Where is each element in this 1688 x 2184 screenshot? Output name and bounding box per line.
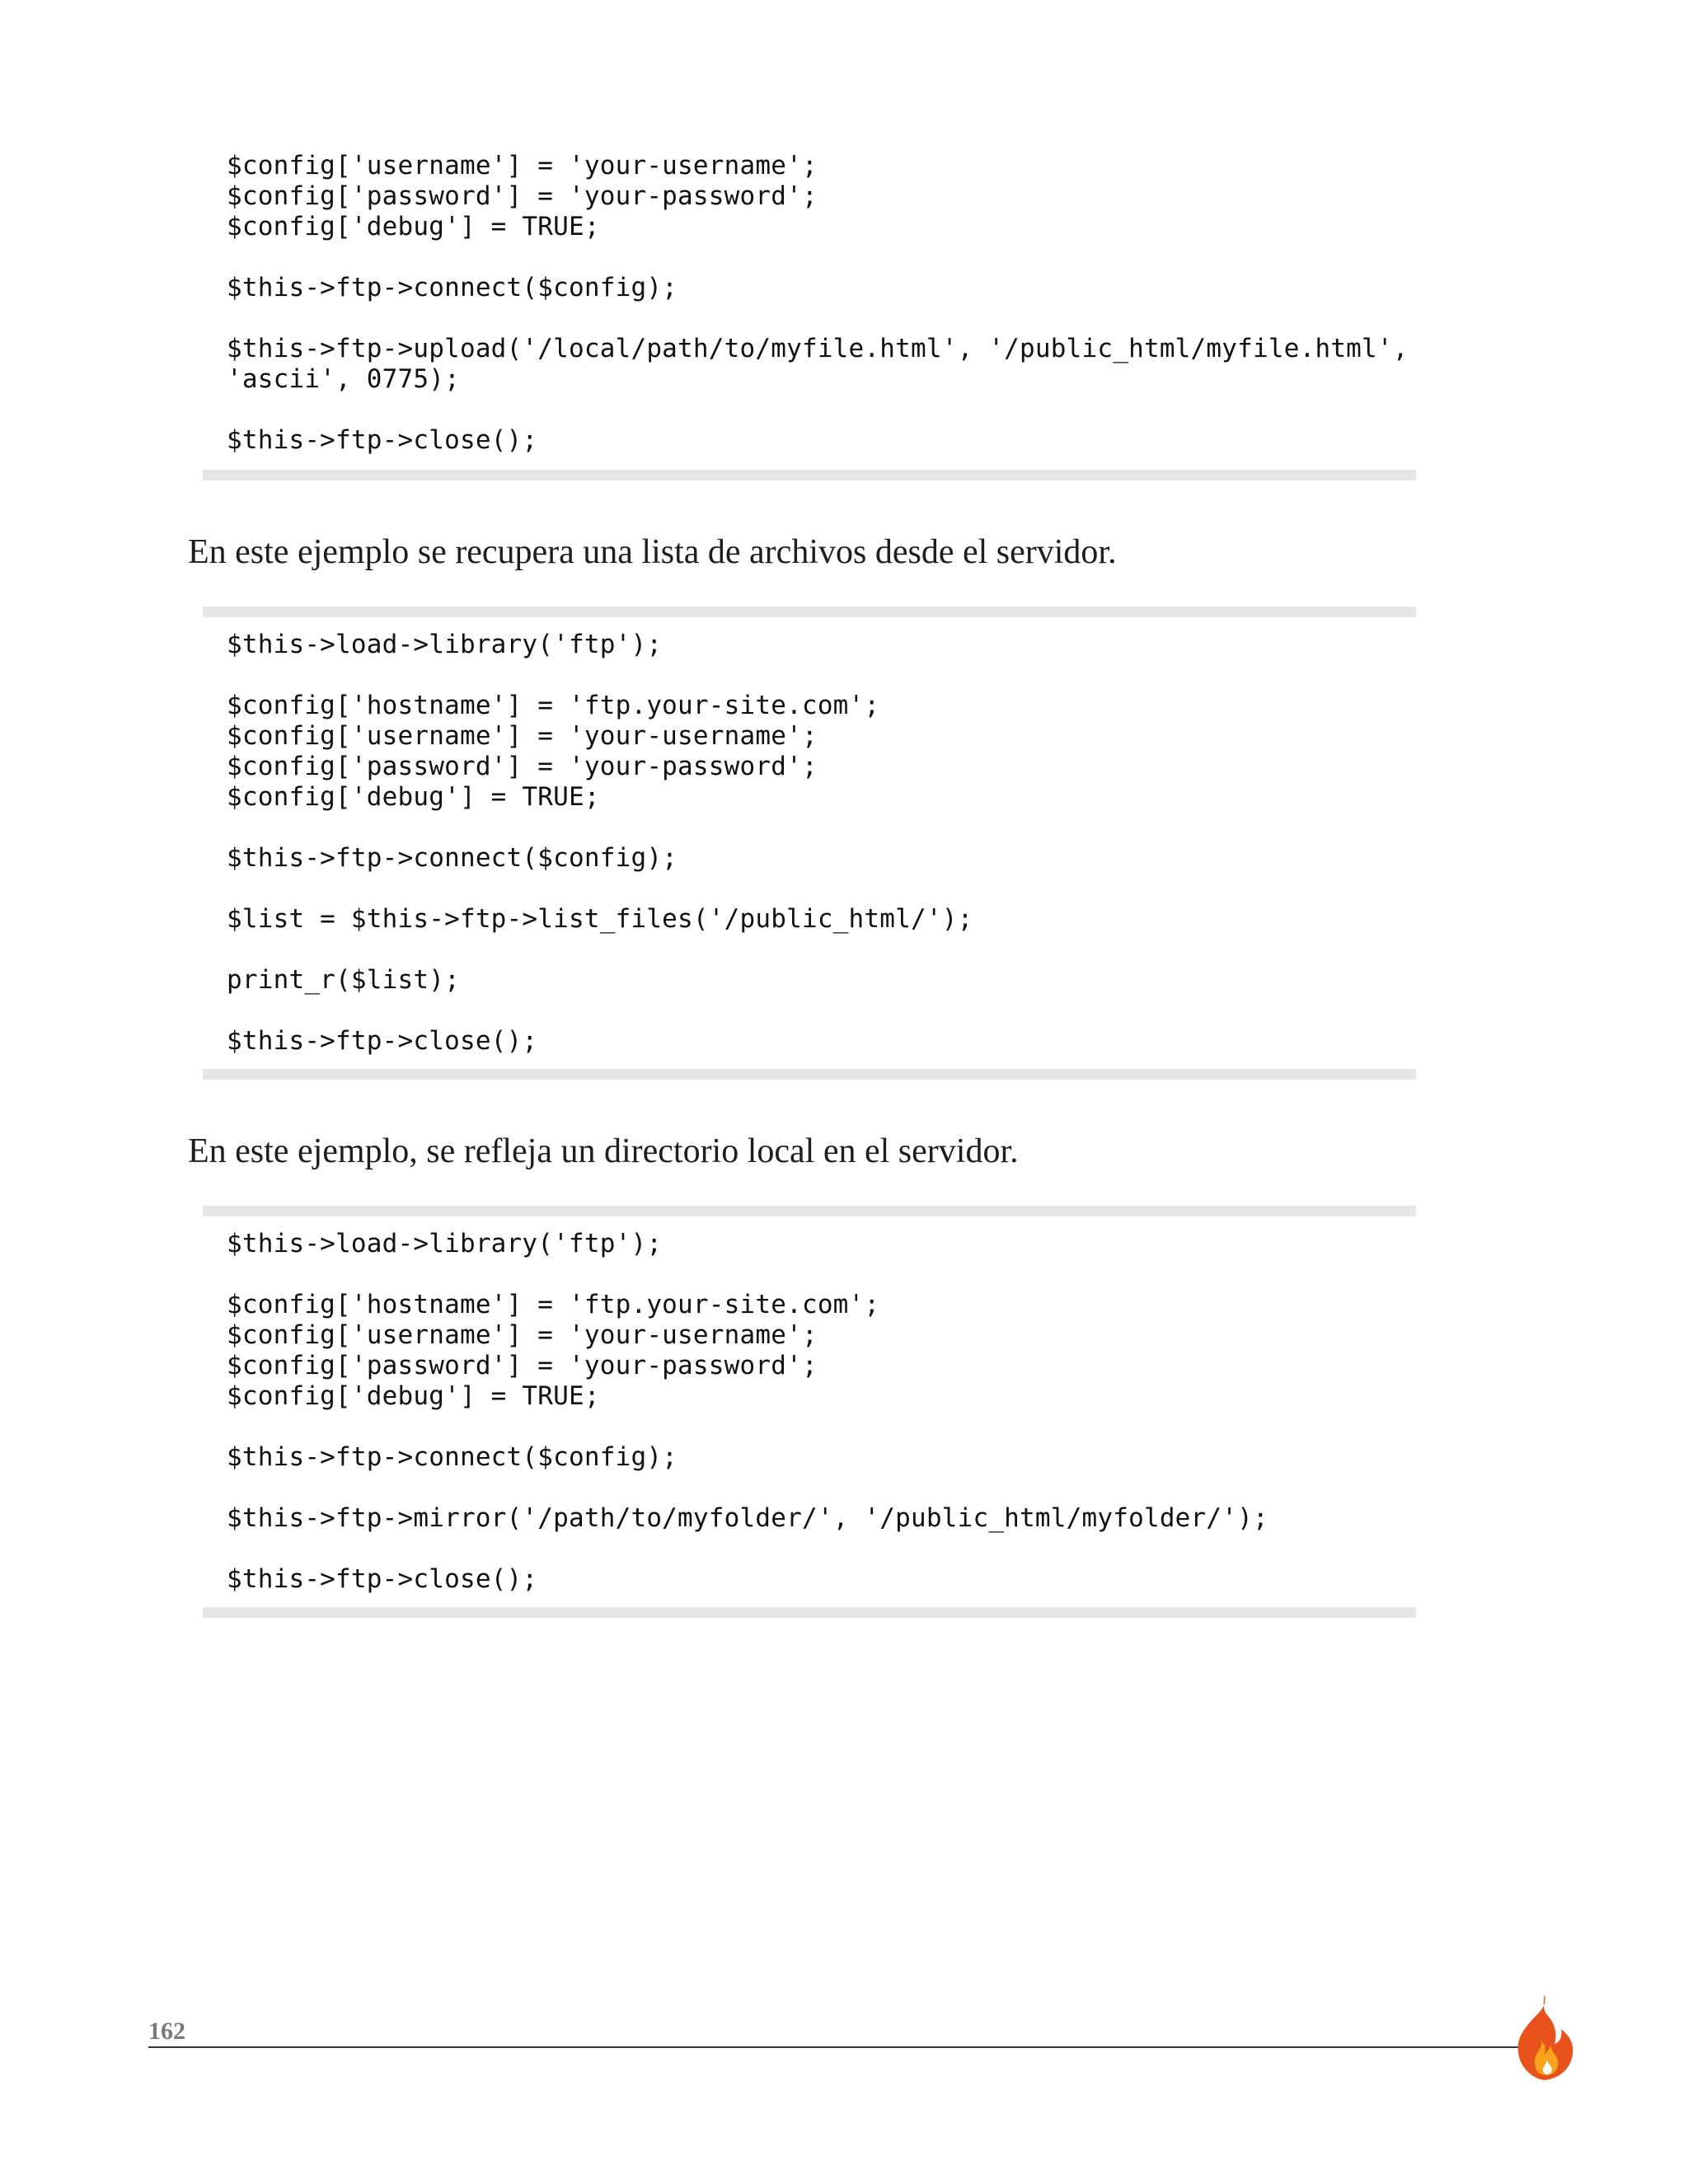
- code-line: $this->ftp->mirror('/path/to/myfolder/', '/public_html/myfolder/');: [227, 1503, 1268, 1533]
- code-block-bottom-rule: [203, 470, 1416, 480]
- page-number: 162: [148, 2018, 185, 2045]
- code-block-bottom-rule: [203, 1607, 1416, 1618]
- code-block-1: [227, 151, 1409, 456]
- code-block-top-rule: [203, 1206, 1416, 1216]
- code-line: [227, 1412, 1268, 1442]
- code-block-2: [227, 630, 973, 1057]
- code-line: $config['hostname'] = 'ftp.your-site.com';: [227, 1290, 880, 1319]
- code-line: $config['password'] = 'your-password';: [227, 181, 818, 211]
- code-line: $config['debug'] = TRUE;: [227, 1381, 600, 1411]
- code-line: 'ascii', 0775);: [227, 364, 460, 394]
- code-line: $this->ftp->close();: [227, 1026, 538, 1056]
- code-line: print_r($list);: [227, 965, 460, 995]
- footer-rule: [148, 2046, 1521, 2048]
- code-line: [227, 303, 1409, 334]
- code-line: $this->ftp->close();: [227, 1564, 538, 1594]
- code-line: $this->load->library('ftp');: [227, 1229, 663, 1258]
- code-line: $this->load->library('ftp');: [227, 630, 663, 659]
- code-block-top-rule: [203, 607, 1416, 617]
- code-line: [227, 395, 1409, 425]
- codeigniter-flame-logo-icon: [1505, 1993, 1584, 2082]
- code-line: $config['debug'] = TRUE;: [227, 782, 600, 812]
- code-line: $config['hostname'] = 'ftp.your-site.com';: [227, 691, 880, 720]
- code-line: [227, 1259, 1268, 1290]
- code-line: $config['password'] = 'your-password';: [227, 752, 818, 781]
- code-line: $list = $this->ftp->list_files('/public_html/');: [227, 904, 973, 934]
- body-paragraph: En este ejemplo, se refleja un directorio local en el servidor.: [188, 1132, 1019, 1170]
- code-line: [227, 1534, 1268, 1564]
- code-line: [227, 242, 1409, 273]
- code-line: $this->ftp->connect($config);: [227, 843, 678, 873]
- code-line: $this->ftp->close();: [227, 425, 538, 455]
- code-line: [227, 660, 973, 691]
- code-block-bottom-rule: [203, 1069, 1416, 1080]
- code-line: [227, 874, 973, 904]
- code-block-3: [227, 1229, 1268, 1595]
- code-line: $config['debug'] = TRUE;: [227, 212, 600, 241]
- code-line: [227, 813, 973, 843]
- code-line: $config['password'] = 'your-password';: [227, 1351, 818, 1380]
- code-line: $this->ftp->connect($config);: [227, 1442, 678, 1472]
- code-line: $config['username'] = 'your-username';: [227, 151, 818, 180]
- code-line: $config['username'] = 'your-username';: [227, 721, 818, 751]
- code-line: [227, 935, 973, 965]
- code-line: [227, 996, 973, 1026]
- code-line: $this->ftp->connect($config);: [227, 273, 678, 302]
- code-line: $this->ftp->upload('/local/path/to/myfile.html', '/public_html/myfile.html',: [227, 334, 1409, 363]
- body-paragraph: En este ejemplo se recupera una lista de archivos desde el servidor.: [188, 533, 1117, 571]
- code-line: $config['username'] = 'your-username';: [227, 1320, 818, 1350]
- code-line: [227, 1473, 1268, 1503]
